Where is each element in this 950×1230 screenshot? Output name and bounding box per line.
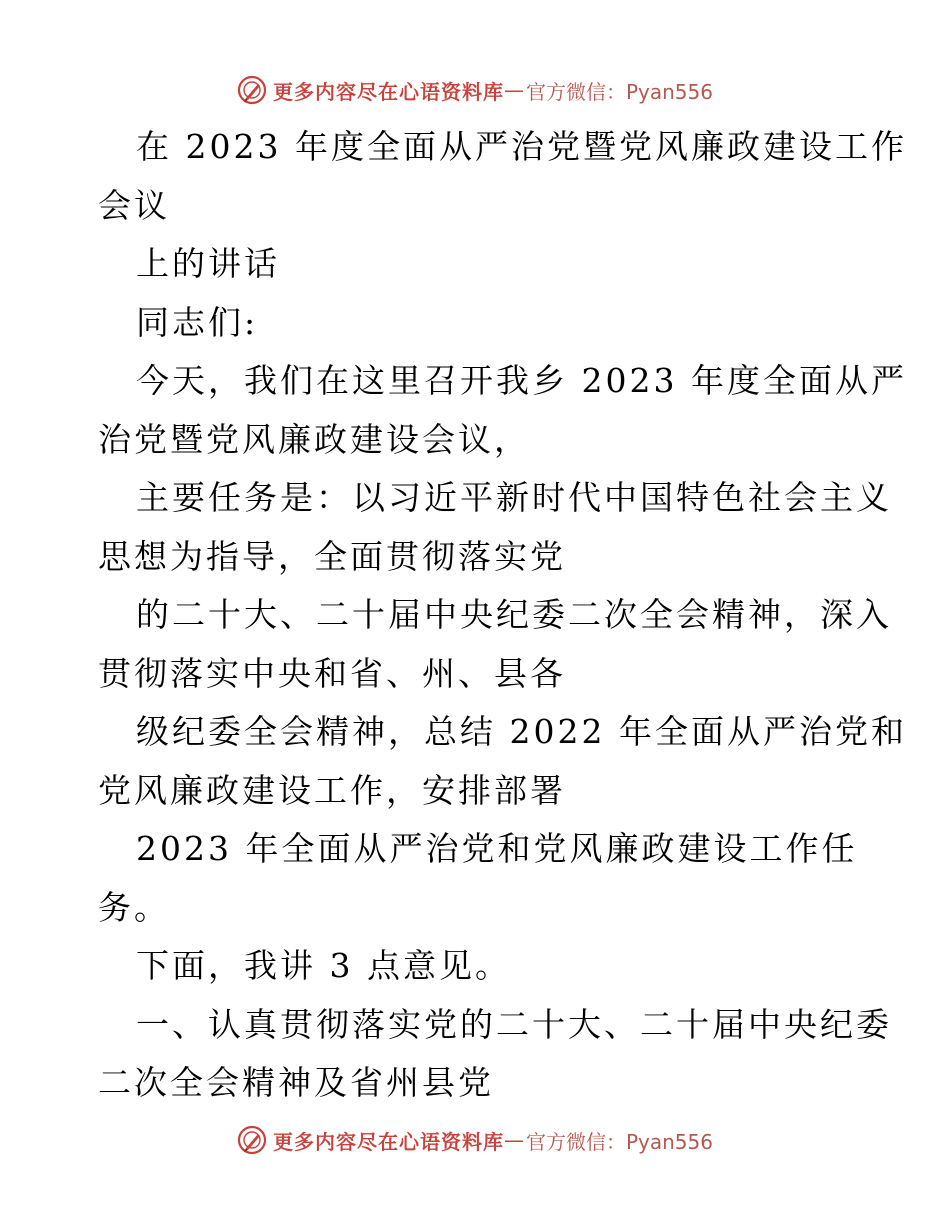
- paragraph-line: 今天，我们在这里召开我乡 2023 年度全面从严: [136, 361, 907, 400]
- section-heading-line: 二次全会精神及省州县党: [98, 1063, 494, 1102]
- paragraph-line: 治党暨党风廉政建设会议，: [98, 419, 530, 459]
- paragraph-line: 的二十大、二十届中央纪委二次全会精神，深入: [136, 595, 892, 634]
- watermark-wechat-text: 官方微信：Pyan556: [525, 79, 713, 104]
- paragraph-line: 级纪委全会精神，总结 2022 年全面从严治党和: [136, 712, 907, 751]
- paragraph-line: 思想为指导，全面贯彻落实党: [98, 536, 566, 576]
- watermark-brand-text: 更多内容尽在心语资料库: [272, 79, 504, 104]
- watermark-separator: —: [503, 1128, 524, 1152]
- salutation: 同志们:: [136, 302, 259, 342]
- paragraph-line: 下面，我讲 3 点意见。: [136, 946, 511, 985]
- pen-logo-icon: [237, 1125, 267, 1155]
- document-body: [98, 118, 907, 1113]
- title-line-1: 在 2023 年度全面从严治党暨党风廉政建设工作: [136, 127, 907, 166]
- watermark-wechat-text: 官方微信：Pyan556: [525, 1129, 713, 1154]
- pen-logo-icon: [237, 75, 267, 105]
- paragraph-line: 2023 年全面从严治党和党风廉政建设工作任: [136, 829, 858, 868]
- watermark-brand-text: 更多内容尽在心语资料库: [272, 1129, 504, 1154]
- title-line-2: 会议: [98, 185, 170, 225]
- paragraph-line: 务。: [98, 887, 170, 927]
- watermark-separator: —: [503, 78, 524, 102]
- paragraph-line: 主要任务是：以习近平新时代中国特色社会主义: [136, 478, 892, 517]
- paragraph-line: 党风廉政建设工作，安排部署: [98, 770, 566, 810]
- header-watermark: [0, 70, 950, 110]
- section-heading-line: 一、认真贯彻落实党的二十大、二十届中央纪委: [136, 1004, 892, 1044]
- paragraph-line: 贯彻落实中央和省、州、县各: [98, 653, 566, 693]
- footer-watermark: [0, 1120, 950, 1160]
- title-line-3: 上的讲话: [136, 244, 280, 283]
